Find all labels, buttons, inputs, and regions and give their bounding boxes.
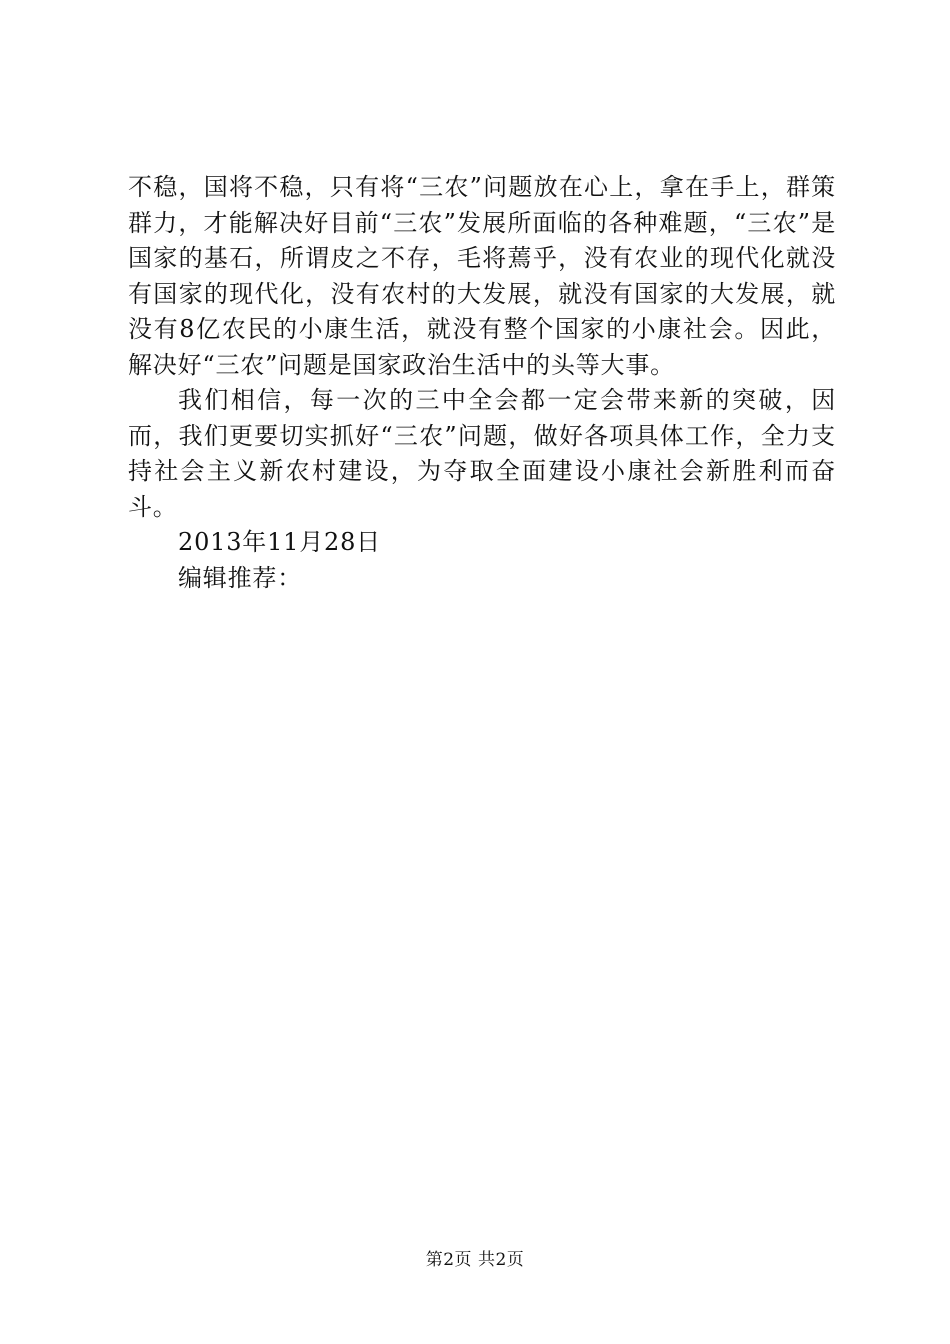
editor-recommendation-label: 编辑推荐： xyxy=(178,563,302,592)
page-number-info: 第2页 共2页 xyxy=(425,1250,525,1270)
document-date: 2013年11月28日 xyxy=(178,528,381,556)
document-body xyxy=(128,170,836,596)
paragraph-conclusion: 我们相信，每一次的三中全会都一定会带来新的突破，因而，我们更要切实抓好“三农”问题，做好各项具体工作，全力支持社会主义新农村建设，为夺取全面建设小康社会新胜利而奋斗。 xyxy=(128,386,836,521)
page-footer xyxy=(0,1245,950,1270)
paragraph-continuation: 不稳，国将不稳，只有将“三农”问题放在心上，拿在手上，群策群力，才能解决好目前“三农”发展所面临的各种难题，“三农”是国家的基石，所谓皮之不存，毛将蔫乎，没有农业的现代化就没有国家的现代化，没有农村的大发展，就没有国家的大发展，就没有8亿农民的小康生活，就没有整个国家的小康社会。因此，解决好“三农”问题是国家政治生活中的头等大事。 xyxy=(128,173,836,379)
